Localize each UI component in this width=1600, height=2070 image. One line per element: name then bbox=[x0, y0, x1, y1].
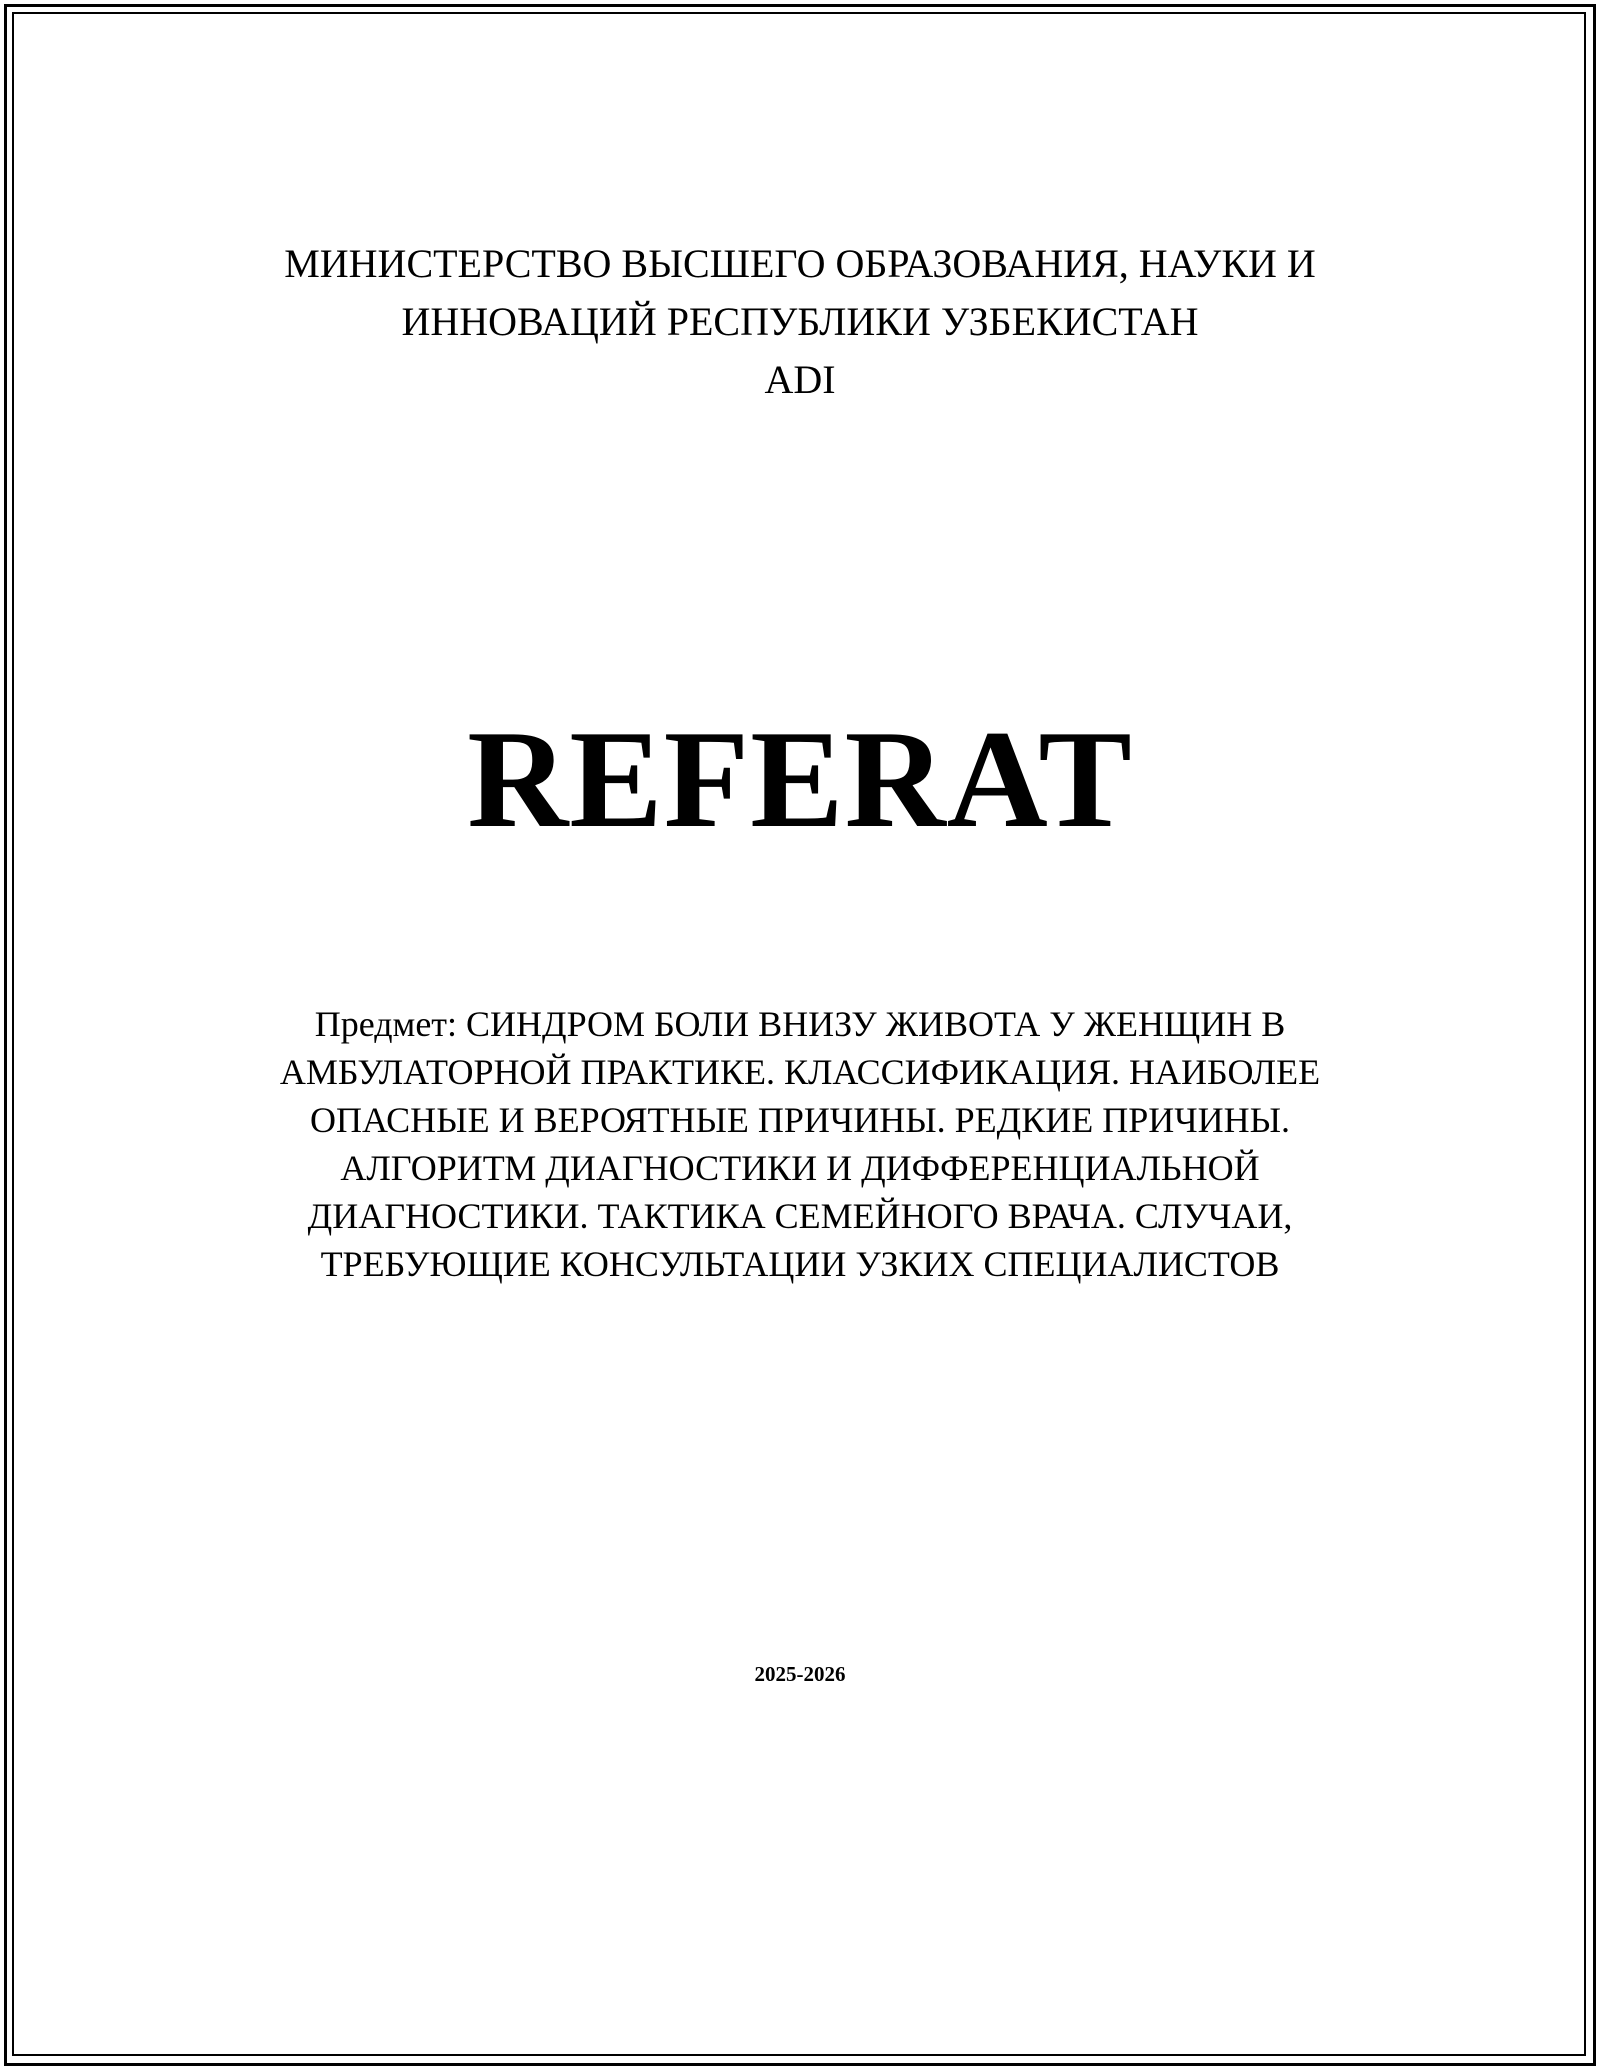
subject-block bbox=[0, 1000, 1600, 1288]
ministry-line-1: МИНИСТЕРСТВО ВЫСШЕГО ОБРАЗОВАНИЯ, НАУКИ И bbox=[284, 241, 1316, 286]
subject-line-3: ОПАСНЫЕ И ВЕРОЯТНЫЕ ПРИЧИНЫ. РЕДКИЕ ПРИЧИНЫ. bbox=[309, 1100, 1291, 1140]
subject-line-4: АЛГОРИТМ ДИАГНОСТИКИ И ДИФФЕРЕНЦИАЛЬНОЙ bbox=[340, 1148, 1260, 1188]
document-title: REFERAT bbox=[467, 702, 1133, 857]
subject-line-2: АМБУЛАТОРНОЙ ПРАКТИКЕ. КЛАССИФИКАЦИЯ. НАИБОЛЕЕ bbox=[279, 1052, 1321, 1092]
ministry-line-2: ИННОВАЦИЙ РЕСПУБЛИКИ УЗБЕКИСТАН bbox=[401, 299, 1199, 344]
subject-line-5: ДИАГНОСТИКИ. ТАКТИКА СЕМЕЙНОГО ВРАЧА. СЛУЧАИ, bbox=[307, 1196, 1293, 1236]
institution-name: ADI bbox=[764, 357, 836, 402]
ministry-header bbox=[0, 235, 1600, 409]
academic-year: 2025-2026 bbox=[754, 1662, 846, 1686]
subject-line-1: Предмет: СИНДРОМ БОЛИ ВНИЗУ ЖИВОТА У ЖЕНЩИН В bbox=[314, 1004, 1286, 1044]
subject-line-6: ТРЕБУЮЩИЕ КОНСУЛЬТАЦИИ УЗКИХ СПЕЦИАЛИСТОВ bbox=[320, 1244, 1280, 1284]
